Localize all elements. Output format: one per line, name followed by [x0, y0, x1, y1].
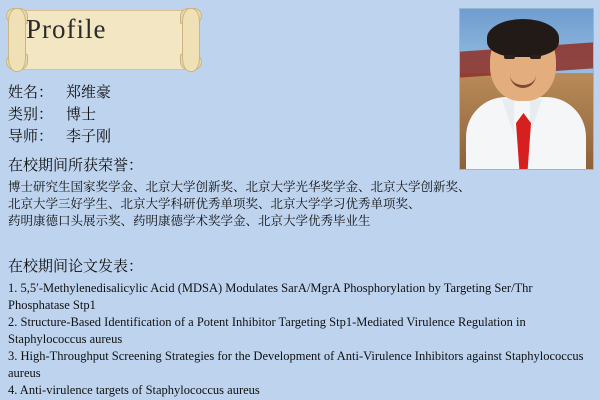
list-item: 2. Structure-Based Identification of a Potent Inhibitor Targeting Stp1-Mediated Virulence Regulation in Staphylococcus aureus [8, 315, 526, 346]
page-title: Profile [26, 14, 107, 44]
publications-title: 在校期间论文发表： [8, 259, 144, 275]
photo-hair [487, 19, 559, 57]
info-label-name: 姓名： [8, 85, 54, 101]
profile-info [8, 82, 308, 148]
list-item: 3. High-Throughput Screening Strategies for the Development of Anti-Virulence Inhibitors against Staphylococcus aureus [8, 349, 584, 380]
honors-line: 药明康德口头展示奖、药明康德学术奖学金、北京大学优秀毕业生 [8, 214, 371, 228]
info-value-category: 博士 [66, 107, 97, 123]
photo-collar-left [502, 99, 514, 135]
honors-line: 博士研究生国家奖学金、北京大学创新奖、北京大学光华奖学金、北京大学创新奖、 [8, 180, 471, 194]
info-row-name [8, 82, 308, 104]
list-item: 4. Anti-virulence targets of Staphylococcus aureus [8, 383, 260, 397]
info-value-advisor: 李子刚 [66, 129, 112, 145]
honors-section [8, 155, 594, 230]
info-label-advisor: 导师： [8, 129, 54, 145]
info-row-category [8, 104, 308, 126]
list-item: 1. 5,5′-Methylenedisalicylic Acid (MDSA) Modulates SarA/MgrA Phosphorylation by Targeting Ser/Thr Phosphatase Stp1 [8, 281, 533, 312]
publications-section [8, 256, 594, 400]
honors-line: 北京大学三好学生、北京大学科研优秀单项奖、北京大学学习优秀单项奖、 [8, 197, 421, 211]
scroll-roll-left [8, 8, 26, 72]
photo-eye-right [530, 55, 541, 59]
avatar [459, 8, 594, 170]
photo-eye-left [504, 55, 515, 59]
info-value-name: 郑维豪 [66, 85, 112, 101]
honors-title: 在校期间所获荣誉： [8, 158, 144, 174]
scroll-roll-right [182, 8, 200, 72]
photo-collar-right [530, 99, 542, 135]
info-label-category: 类别： [8, 107, 54, 123]
info-row-advisor [8, 126, 308, 148]
